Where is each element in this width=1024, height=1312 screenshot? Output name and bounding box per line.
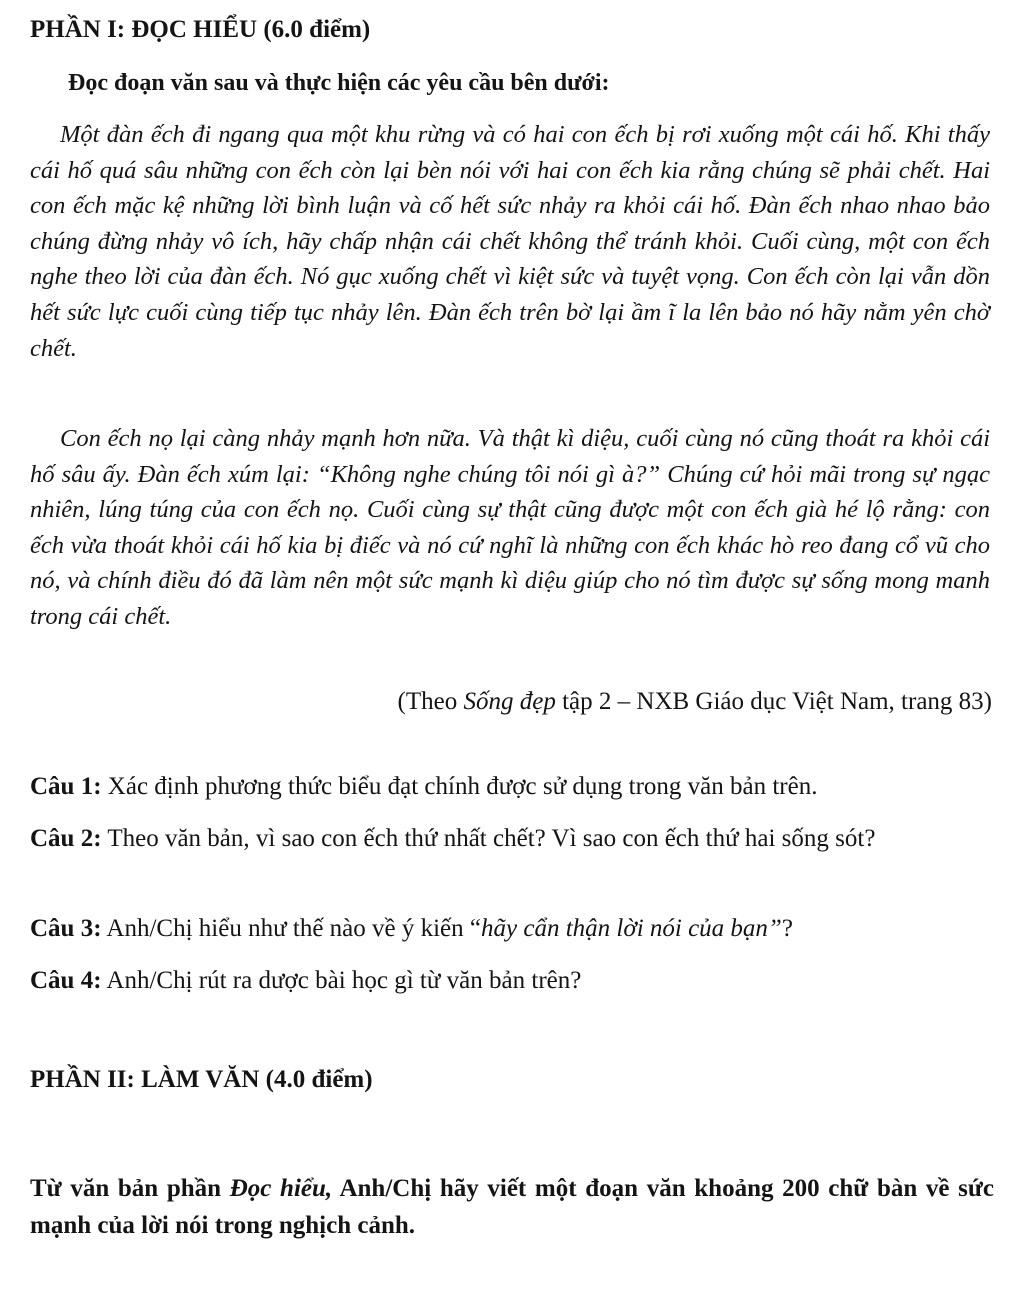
source-suffix: tập 2 – NXB Giáo dục Việt Nam, trang 83) (555, 688, 992, 715)
question-3 (30, 910, 992, 947)
question-2 (30, 820, 992, 857)
passage-source (398, 688, 992, 716)
question-quote: hãy cẩn thận lời nói của bạn” (481, 915, 782, 942)
question-text: Xác định phương thức biểu đạt chính được sử dụng trong văn bản trên. (101, 773, 818, 800)
passage-paragraph-2: Con ếch nọ lại càng nhảy mạnh hơn nữa. Và thật kì diệu, cuối cùng nó cũng thoát ra khỏi cái hố sâu ấy. Đàn ếch xúm lại: “Không nghe chúng tôi nói gì à?” Chúng cứ hỏi mãi trong sự ngạc nhiên, lúng túng của con ếch nọ. Cuối cùng sự thật cũng được một con ếch già hé lộ rằng: con ếch vừa thoát khỏi cái hố kia bị điếc và nó cứ nghĩ là những con ếch khác hò reo đang cổ vũ cho nó, và chính điều đó đã làm nên một sức mạnh kì diệu giúp cho nó tìm được sự sống mong manh trong cái chết. (30, 425, 990, 630)
reading-instruction: Đọc đoạn văn sau và thực hiện các yêu cầu bên dưới: (68, 70, 610, 96)
passage-paragraph-1: Một đàn ếch đi ngang qua một khu rừng và có hai con ếch bị rơi xuống một cái hố. Khi thấy cái hố quá sâu những con ếch còn lại bèn nói với hai con ếch kia rằng chúng sẽ phải chết. Hai con ếch mặc kệ những lời bình luận và cố hết sức nhảy ra khỏi cái hố. Đàn ếch nhao nhao bảo chúng đừng nhảy vô ích, hãy chấp nhận cái chết không thể tránh khỏi. Cuối cùng, một con ếch nghe theo lời của đàn ếch. Nó gục xuống chết vì kiệt sức và tuyệt vọng. Con ếch còn lại vẫn dồn hết sức lực cuối cùng tiếp tục nhảy lên. Đàn ếch trên bờ lại ầm ĩ la lên bảo nó hãy nằm yên chờ chết. (30, 121, 990, 362)
part2-heading: PHẦN II: LÀM VĂN (4.0 điểm) (30, 1066, 373, 1093)
task-text-end: Anh/Chị hãy viết một đoạn văn khoảng 200 chữ bàn về sức mạnh của lời nói trong nghịch cảnh. (30, 1175, 995, 1239)
question-label: Câu 3: (30, 915, 102, 942)
question-text: Anh/Chị hiểu như thế nào về ý kiến “ (101, 915, 482, 942)
part1-heading: PHẦN I: ĐỌC HIỂU (6.0 điểm) (30, 16, 371, 43)
question-text-end: ? (781, 915, 793, 942)
question-label: Câu 2: (30, 825, 102, 852)
question-text: Theo văn bản, vì sao con ếch thứ nhất chết? Vì sao con ếch thứ hai sống sót? (101, 825, 876, 852)
task-emphasis: Đọc hiểu, (229, 1175, 333, 1202)
question-label: Câu 1: (30, 773, 102, 800)
task-text-start: Từ văn bản phần (30, 1175, 230, 1202)
question-4 (30, 962, 992, 999)
source-book-title: Sống đẹp (463, 688, 556, 715)
question-label: Câu 4: (30, 967, 102, 994)
question-1 (30, 768, 992, 805)
writing-task (30, 1170, 994, 1244)
source-prefix: (Theo (397, 688, 464, 715)
question-text: Anh/Chị rút ra dược bài học gì từ văn bản trên? (101, 967, 582, 994)
